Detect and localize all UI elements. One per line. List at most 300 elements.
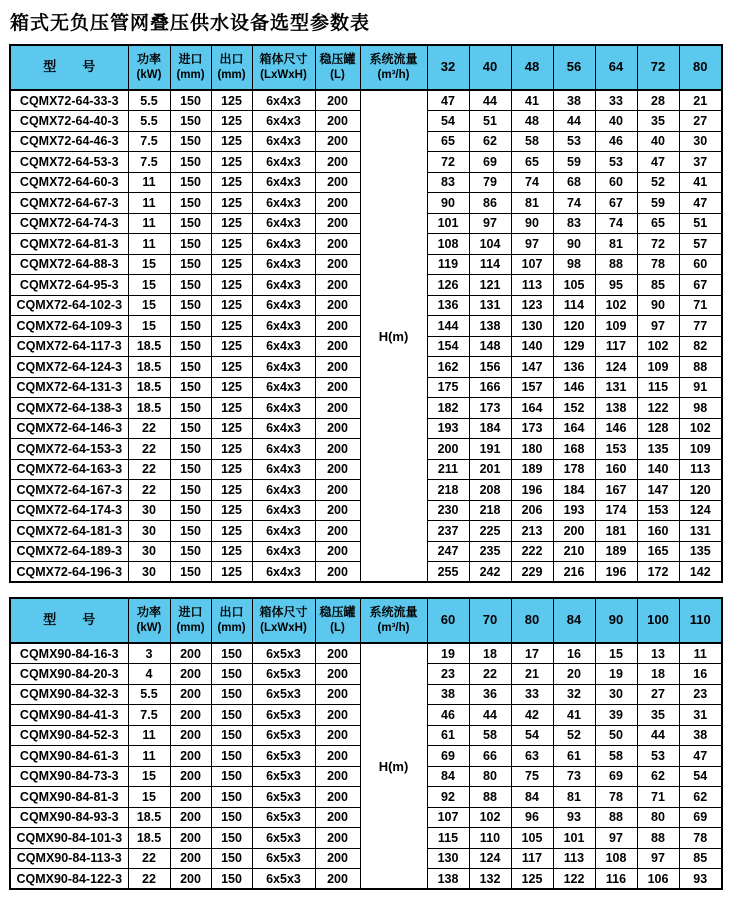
model-cell: CQMX72-64-167-3 (10, 480, 128, 501)
model-cell: CQMX90-84-32-3 (10, 684, 128, 705)
head-value-cell: 173 (511, 418, 553, 439)
head-value-cell: 61 (427, 725, 469, 746)
col-header-box-size (252, 45, 315, 90)
model-cell: CQMX72-64-88-3 (10, 254, 128, 275)
outlet-cell: 150 (211, 848, 252, 869)
head-value-cell: 41 (553, 705, 595, 726)
head-value-cell: 196 (595, 562, 637, 583)
outlet-cell: 125 (211, 213, 252, 234)
outlet-cell: 150 (211, 807, 252, 828)
inlet-cell: 150 (170, 500, 211, 521)
model-cell: CQMX90-84-61-3 (10, 746, 128, 767)
power-cell: 22 (128, 848, 170, 869)
power-cell: 11 (128, 193, 170, 214)
outlet-cell: 150 (211, 725, 252, 746)
head-value-cell: 22 (469, 664, 511, 685)
head-value-cell: 51 (679, 213, 722, 234)
box-size-cell: 6x4x3 (252, 562, 315, 583)
head-value-cell: 98 (553, 254, 595, 275)
header-unit: (LxWxH) (260, 621, 307, 634)
head-value-cell: 62 (469, 131, 511, 152)
head-value-cell: 19 (427, 643, 469, 664)
box-size-cell: 6x5x3 (252, 807, 315, 828)
inlet-cell: 150 (170, 152, 211, 173)
head-value-cell: 173 (469, 398, 511, 419)
head-value-cell: 130 (511, 316, 553, 337)
head-value-cell: 97 (637, 848, 679, 869)
model-cell: CQMX72-64-117-3 (10, 336, 128, 357)
header-unit: (kW) (136, 621, 162, 634)
head-value-cell: 38 (553, 90, 595, 111)
inlet-cell: 150 (170, 398, 211, 419)
head-value-cell: 142 (679, 562, 722, 583)
flow-col-header: 60 (427, 598, 469, 643)
power-cell: 3 (128, 643, 170, 664)
head-value-cell: 120 (553, 316, 595, 337)
flow-col-header: 48 (511, 45, 553, 90)
inlet-cell: 200 (170, 746, 211, 767)
box-size-cell: 6x4x3 (252, 316, 315, 337)
outlet-cell: 150 (211, 684, 252, 705)
model-cell: CQMX72-64-174-3 (10, 500, 128, 521)
header-unit: (L) (330, 621, 345, 634)
model-cell: CQMX72-64-74-3 (10, 213, 128, 234)
power-cell: 30 (128, 541, 170, 562)
head-value-cell: 242 (469, 562, 511, 583)
head-value-cell: 122 (553, 869, 595, 890)
head-value-cell: 126 (427, 275, 469, 296)
tank-cell: 200 (315, 234, 360, 255)
head-value-cell: 81 (511, 193, 553, 214)
head-value-cell: 51 (469, 111, 511, 132)
table-2-body (10, 643, 722, 889)
box-size-cell: 6x4x3 (252, 377, 315, 398)
head-value-cell: 93 (553, 807, 595, 828)
head-value-cell: 21 (679, 90, 722, 111)
inlet-cell: 200 (170, 643, 211, 664)
flow-col-header: 110 (679, 598, 722, 643)
head-value-cell: 206 (511, 500, 553, 521)
head-value-cell: 19 (595, 664, 637, 685)
flow-col-header: 56 (553, 45, 595, 90)
power-cell: 15 (128, 316, 170, 337)
head-value-cell: 125 (511, 869, 553, 890)
col-header-power (128, 598, 170, 643)
power-cell: 11 (128, 725, 170, 746)
head-value-cell: 37 (679, 152, 722, 173)
model-cell: CQMX72-64-181-3 (10, 521, 128, 542)
power-cell: 7.5 (128, 131, 170, 152)
outlet-cell: 150 (211, 705, 252, 726)
head-value-cell: 83 (553, 213, 595, 234)
inlet-cell: 150 (170, 377, 211, 398)
power-cell: 7.5 (128, 152, 170, 173)
tank-cell: 200 (315, 562, 360, 583)
head-value-cell: 97 (595, 828, 637, 849)
head-value-cell: 57 (679, 234, 722, 255)
spec-table-1 (9, 44, 723, 583)
head-value-cell: 146 (553, 377, 595, 398)
head-value-cell: 98 (679, 398, 722, 419)
head-value-cell: 90 (637, 295, 679, 316)
head-value-cell: 104 (469, 234, 511, 255)
outlet-cell: 125 (211, 111, 252, 132)
power-cell: 18.5 (128, 377, 170, 398)
head-value-cell: 200 (427, 439, 469, 460)
head-value-cell: 66 (469, 746, 511, 767)
tank-cell: 200 (315, 111, 360, 132)
tank-cell: 200 (315, 295, 360, 316)
head-value-cell: 164 (553, 418, 595, 439)
model-cell: CQMX72-64-95-3 (10, 275, 128, 296)
tank-cell: 200 (315, 418, 360, 439)
model-cell: CQMX90-84-93-3 (10, 807, 128, 828)
head-value-cell: 175 (427, 377, 469, 398)
model-cell: CQMX90-84-101-3 (10, 828, 128, 849)
head-value-cell: 96 (511, 807, 553, 828)
flow-col-header: 90 (595, 598, 637, 643)
header-unit: (kW) (136, 68, 162, 81)
head-value-cell: 156 (469, 357, 511, 378)
inlet-cell: 200 (170, 848, 211, 869)
box-size-cell: 6x4x3 (252, 521, 315, 542)
flow-col-header: 32 (427, 45, 469, 90)
outlet-cell: 150 (211, 869, 252, 890)
head-value-cell: 229 (511, 562, 553, 583)
head-value-cell: 81 (595, 234, 637, 255)
header-unit: (m³/h) (377, 621, 410, 634)
outlet-cell: 125 (211, 480, 252, 501)
head-value-cell: 88 (595, 807, 637, 828)
outlet-cell: 125 (211, 234, 252, 255)
box-size-cell: 6x5x3 (252, 828, 315, 849)
head-value-cell: 182 (427, 398, 469, 419)
power-cell: 15 (128, 254, 170, 275)
inlet-cell: 200 (170, 664, 211, 685)
col-header-model: 型 号 (10, 598, 128, 643)
col-header-tank (315, 598, 360, 643)
head-value-cell: 107 (511, 254, 553, 275)
head-value-cell: 13 (637, 643, 679, 664)
head-value-cell: 46 (427, 705, 469, 726)
inlet-cell: 150 (170, 541, 211, 562)
col-header-inlet (170, 598, 211, 643)
inlet-cell: 150 (170, 131, 211, 152)
tank-cell: 200 (315, 521, 360, 542)
head-value-cell: 73 (553, 766, 595, 787)
outlet-cell: 125 (211, 459, 252, 480)
header-unit: (mm) (217, 68, 246, 81)
box-size-cell: 6x5x3 (252, 664, 315, 685)
col-header-outlet (211, 45, 252, 90)
header-label: 箱体尺寸 (259, 605, 308, 620)
inlet-cell: 200 (170, 828, 211, 849)
head-value-cell: 138 (469, 316, 511, 337)
model-cell: CQMX72-64-138-3 (10, 398, 128, 419)
head-value-cell: 18 (637, 664, 679, 685)
head-value-cell: 189 (511, 459, 553, 480)
head-value-cell: 40 (637, 131, 679, 152)
head-value-cell: 90 (553, 234, 595, 255)
tank-cell: 200 (315, 828, 360, 849)
power-cell: 30 (128, 500, 170, 521)
head-value-cell: 147 (637, 480, 679, 501)
outlet-cell: 125 (211, 398, 252, 419)
power-cell: 30 (128, 562, 170, 583)
col-header-outlet (211, 598, 252, 643)
inlet-cell: 150 (170, 336, 211, 357)
tank-cell: 200 (315, 398, 360, 419)
flow-col-header: 72 (637, 45, 679, 90)
head-value-cell: 113 (679, 459, 722, 480)
inlet-cell: 200 (170, 787, 211, 808)
head-value-cell: 11 (679, 643, 722, 664)
model-cell: CQMX72-64-109-3 (10, 316, 128, 337)
head-value-cell: 27 (637, 684, 679, 705)
tank-cell: 200 (315, 480, 360, 501)
head-value-cell: 108 (427, 234, 469, 255)
model-cell: CQMX90-84-20-3 (10, 664, 128, 685)
head-value-cell: 61 (553, 746, 595, 767)
head-value-cell: 58 (469, 725, 511, 746)
head-value-cell: 20 (553, 664, 595, 685)
head-value-cell: 88 (595, 254, 637, 275)
inlet-cell: 200 (170, 766, 211, 787)
outlet-cell: 125 (211, 275, 252, 296)
inlet-cell: 150 (170, 521, 211, 542)
head-value-cell: 54 (511, 725, 553, 746)
power-cell: 15 (128, 787, 170, 808)
box-size-cell: 6x4x3 (252, 439, 315, 460)
head-value-cell: 114 (469, 254, 511, 275)
header-unit: (mm) (176, 621, 205, 634)
power-cell: 18.5 (128, 357, 170, 378)
head-value-cell: 41 (679, 172, 722, 193)
head-value-cell: 44 (553, 111, 595, 132)
head-value-cell: 59 (637, 193, 679, 214)
head-value-cell: 53 (637, 746, 679, 767)
head-value-cell: 101 (427, 213, 469, 234)
box-size-cell: 6x4x3 (252, 480, 315, 501)
tank-cell: 200 (315, 131, 360, 152)
model-cell: CQMX90-84-81-3 (10, 787, 128, 808)
head-value-cell: 67 (595, 193, 637, 214)
model-cell: CQMX72-64-67-3 (10, 193, 128, 214)
model-cell: CQMX90-84-73-3 (10, 766, 128, 787)
power-cell: 18.5 (128, 807, 170, 828)
box-size-cell: 6x5x3 (252, 869, 315, 890)
box-size-cell: 6x5x3 (252, 746, 315, 767)
power-cell: 18.5 (128, 398, 170, 419)
model-cell: CQMX72-64-196-3 (10, 562, 128, 583)
head-value-cell: 47 (637, 152, 679, 173)
head-value-cell: 146 (595, 418, 637, 439)
tank-cell: 200 (315, 316, 360, 337)
col-header-tank (315, 45, 360, 90)
model-cell: CQMX72-64-33-3 (10, 90, 128, 111)
box-size-cell: 6x5x3 (252, 705, 315, 726)
inlet-cell: 150 (170, 90, 211, 111)
head-value-cell: 74 (595, 213, 637, 234)
box-size-cell: 6x4x3 (252, 295, 315, 316)
head-value-cell: 109 (679, 439, 722, 460)
power-cell: 15 (128, 295, 170, 316)
head-value-cell: 123 (511, 295, 553, 316)
model-cell: CQMX72-64-53-3 (10, 152, 128, 173)
tank-cell: 200 (315, 500, 360, 521)
header-label: 稳压罐 (319, 52, 356, 67)
head-value-cell: 174 (595, 500, 637, 521)
inlet-cell: 150 (170, 213, 211, 234)
power-cell: 30 (128, 521, 170, 542)
box-size-cell: 6x4x3 (252, 254, 315, 275)
head-value-cell: 121 (469, 275, 511, 296)
box-size-cell: 6x4x3 (252, 336, 315, 357)
h-m-merged-cell: H(m) (360, 643, 427, 889)
box-size-cell: 6x4x3 (252, 172, 315, 193)
head-value-cell: 140 (511, 336, 553, 357)
tank-cell: 200 (315, 787, 360, 808)
head-value-cell: 30 (679, 131, 722, 152)
head-value-cell: 84 (427, 766, 469, 787)
model-cell: CQMX90-84-122-3 (10, 869, 128, 890)
outlet-cell: 125 (211, 418, 252, 439)
power-cell: 22 (128, 439, 170, 460)
head-value-cell: 60 (679, 254, 722, 275)
tank-cell: 200 (315, 725, 360, 746)
head-value-cell: 167 (595, 480, 637, 501)
model-cell: CQMX90-84-16-3 (10, 643, 128, 664)
head-value-cell: 147 (511, 357, 553, 378)
head-value-cell: 132 (469, 869, 511, 890)
header-label: 功率 (136, 52, 161, 67)
head-value-cell: 62 (679, 787, 722, 808)
outlet-cell: 125 (211, 357, 252, 378)
head-value-cell: 218 (427, 480, 469, 501)
head-value-cell: 47 (427, 90, 469, 111)
head-value-cell: 128 (637, 418, 679, 439)
outlet-cell: 125 (211, 316, 252, 337)
power-cell: 18.5 (128, 336, 170, 357)
box-size-cell: 6x4x3 (252, 193, 315, 214)
box-size-cell: 6x4x3 (252, 131, 315, 152)
head-value-cell: 71 (637, 787, 679, 808)
head-value-cell: 88 (679, 357, 722, 378)
outlet-cell: 150 (211, 787, 252, 808)
head-value-cell: 102 (469, 807, 511, 828)
power-cell: 22 (128, 869, 170, 890)
box-size-cell: 6x4x3 (252, 213, 315, 234)
head-value-cell: 109 (595, 316, 637, 337)
header-row (10, 45, 722, 90)
head-value-cell: 124 (469, 848, 511, 869)
head-value-cell: 154 (427, 336, 469, 357)
head-value-cell: 35 (637, 111, 679, 132)
tank-cell: 200 (315, 357, 360, 378)
tank-cell: 200 (315, 193, 360, 214)
head-value-cell: 114 (553, 295, 595, 316)
model-cell: CQMX72-64-60-3 (10, 172, 128, 193)
head-value-cell: 78 (679, 828, 722, 849)
outlet-cell: 150 (211, 766, 252, 787)
head-value-cell: 105 (553, 275, 595, 296)
head-value-cell: 47 (679, 746, 722, 767)
outlet-cell: 125 (211, 521, 252, 542)
model-cell: CQMX72-64-46-3 (10, 131, 128, 152)
flow-col-header: 70 (469, 598, 511, 643)
head-value-cell: 184 (553, 480, 595, 501)
head-value-cell: 54 (427, 111, 469, 132)
outlet-cell: 125 (211, 131, 252, 152)
head-value-cell: 178 (553, 459, 595, 480)
model-cell: CQMX90-84-52-3 (10, 725, 128, 746)
head-value-cell: 225 (469, 521, 511, 542)
head-value-cell: 62 (637, 766, 679, 787)
power-cell: 11 (128, 746, 170, 767)
head-value-cell: 162 (427, 357, 469, 378)
head-value-cell: 69 (595, 766, 637, 787)
box-size-cell: 6x4x3 (252, 357, 315, 378)
head-value-cell: 35 (637, 705, 679, 726)
head-value-cell: 140 (637, 459, 679, 480)
head-value-cell: 67 (679, 275, 722, 296)
header-label: 功率 (136, 605, 161, 620)
outlet-cell: 125 (211, 152, 252, 173)
head-value-cell: 124 (679, 500, 722, 521)
tank-cell: 200 (315, 152, 360, 173)
head-value-cell: 116 (595, 869, 637, 890)
head-value-cell: 60 (595, 172, 637, 193)
power-cell: 5.5 (128, 684, 170, 705)
model-cell: CQMX72-64-153-3 (10, 439, 128, 460)
tank-cell: 200 (315, 254, 360, 275)
head-value-cell: 196 (511, 480, 553, 501)
head-value-cell: 113 (553, 848, 595, 869)
head-value-cell: 181 (595, 521, 637, 542)
head-value-cell: 80 (637, 807, 679, 828)
tank-cell: 200 (315, 766, 360, 787)
head-value-cell: 191 (469, 439, 511, 460)
flow-col-header: 100 (637, 598, 679, 643)
head-value-cell: 180 (511, 439, 553, 460)
box-size-cell: 6x4x3 (252, 90, 315, 111)
head-value-cell: 213 (511, 521, 553, 542)
power-cell: 11 (128, 234, 170, 255)
head-value-cell: 47 (679, 193, 722, 214)
model-cell: CQMX72-64-40-3 (10, 111, 128, 132)
head-value-cell: 119 (427, 254, 469, 275)
head-value-cell: 129 (553, 336, 595, 357)
flow-col-header: 84 (553, 598, 595, 643)
inlet-cell: 150 (170, 439, 211, 460)
box-size-cell: 6x4x3 (252, 418, 315, 439)
head-value-cell: 130 (427, 848, 469, 869)
header-unit: (L) (330, 68, 345, 81)
head-value-cell: 74 (553, 193, 595, 214)
head-value-cell: 53 (595, 152, 637, 173)
tank-cell: 200 (315, 705, 360, 726)
head-value-cell: 131 (679, 521, 722, 542)
head-value-cell: 160 (595, 459, 637, 480)
head-value-cell: 72 (637, 234, 679, 255)
head-value-cell: 193 (553, 500, 595, 521)
tank-cell: 200 (315, 377, 360, 398)
power-cell: 22 (128, 418, 170, 439)
box-size-cell: 6x4x3 (252, 234, 315, 255)
head-value-cell: 107 (427, 807, 469, 828)
model-cell: CQMX72-64-124-3 (10, 357, 128, 378)
head-value-cell: 113 (511, 275, 553, 296)
